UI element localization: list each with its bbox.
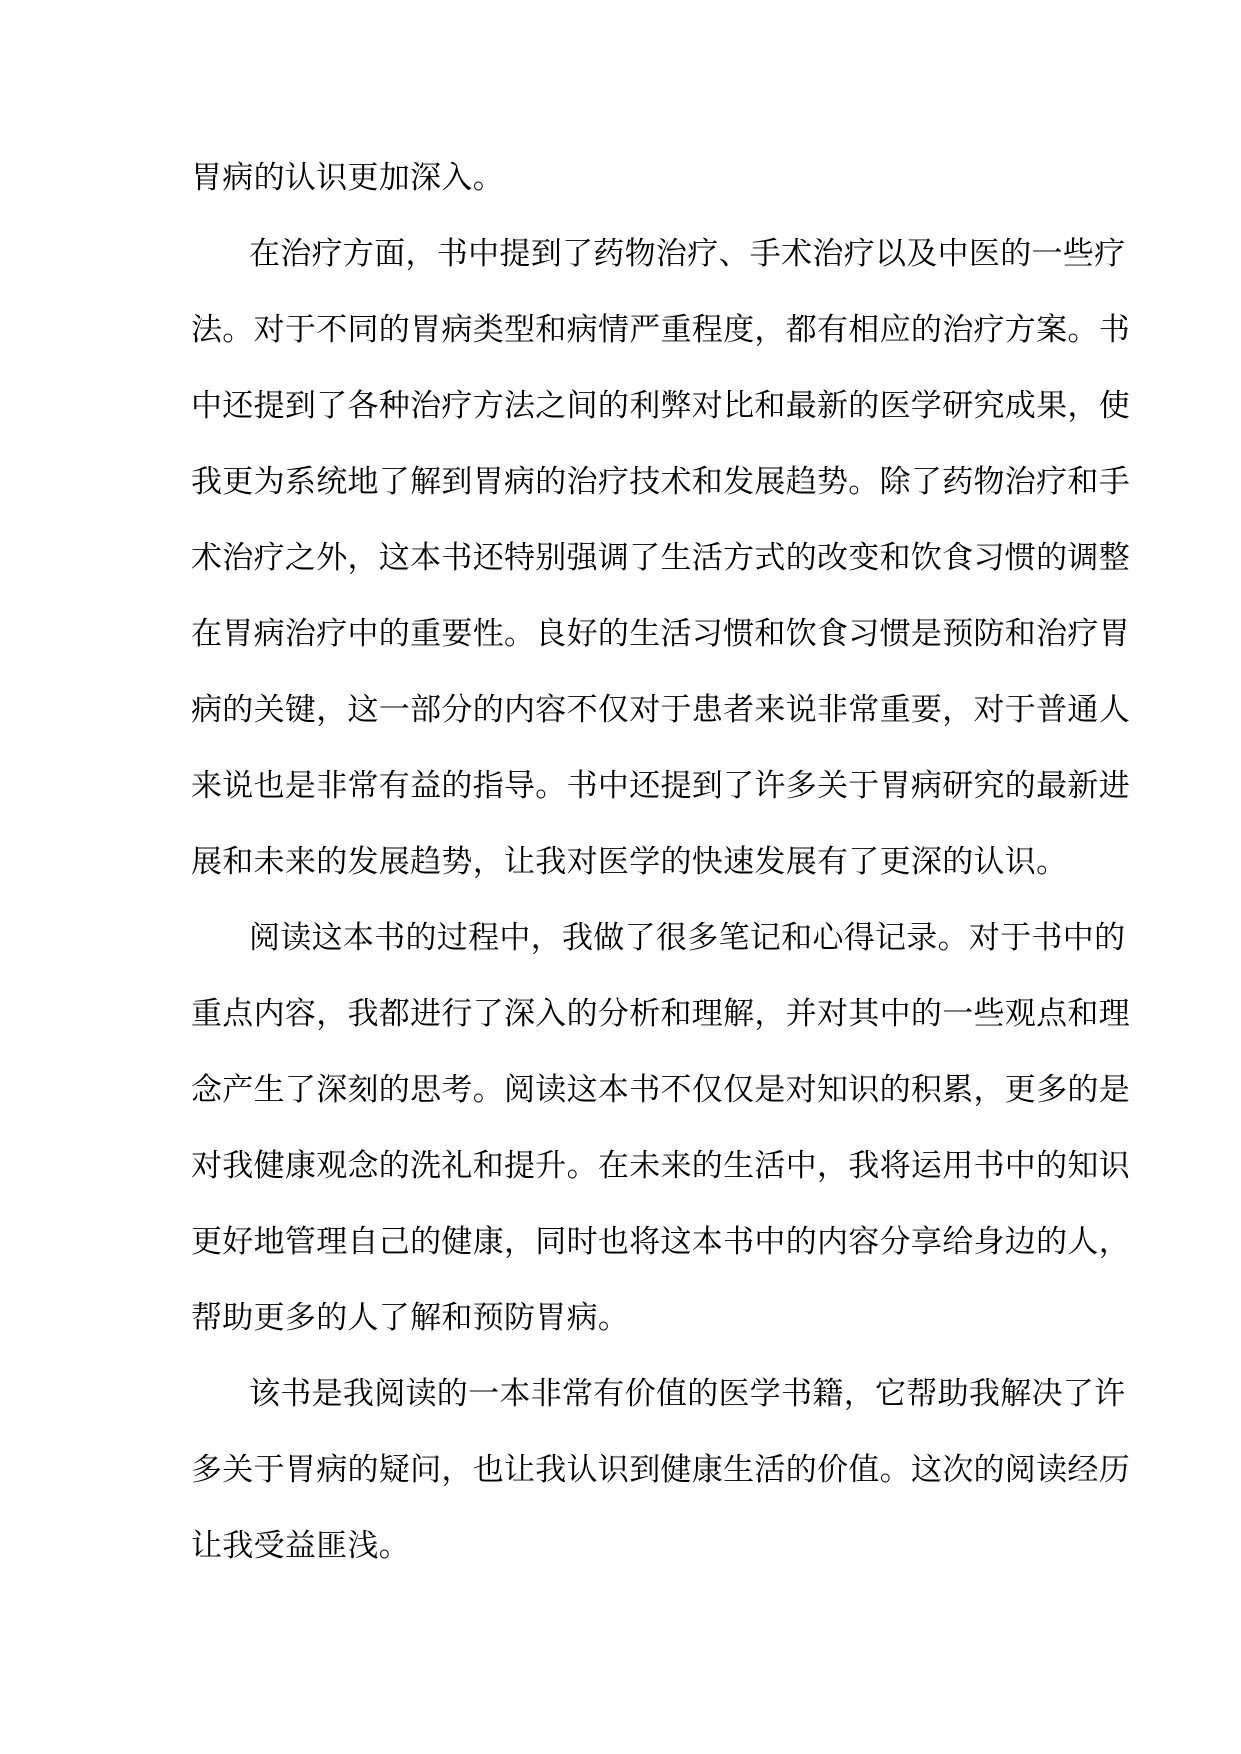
text-line: 对我健康观念的洗礼和提升。在未来的生活中，我将运用书中的知识: [191, 1148, 1130, 1184]
text-line: 来说也是非常有益的指导。书中还提到了许多关于胃病研究的最新进: [191, 768, 1130, 804]
text-line: 法。对于不同的胃病类型和病情严重程度，都有相应的治疗方案。书: [191, 312, 1130, 348]
paragraph-3: [191, 900, 1130, 1356]
document-body: [191, 140, 1130, 1584]
paragraph-4: [191, 1356, 1130, 1584]
text-line: 重点内容，我都进行了深入的分析和理解，并对其中的一些观点和理: [191, 996, 1130, 1032]
text-line: 多关于胃病的疑问，也让我认识到健康生活的价值。这次的阅读经历: [191, 1452, 1130, 1488]
text-line: 该书是我阅读的一本非常有价值的医学书籍，它帮助我解决了许: [249, 1376, 1126, 1412]
text-line: 病的关键，这一部分的内容不仅对于患者来说非常重要，对于普通人: [191, 692, 1130, 728]
text-line: 中还提到了各种治疗方法之间的利弊对比和最新的医学研究成果，使: [191, 388, 1130, 424]
text-line: 我更为系统地了解到胃病的治疗技术和发展趋势。除了药物治疗和手: [191, 464, 1130, 500]
text-line: 术治疗之外，这本书还特别强调了生活方式的改变和饮食习惯的调整: [191, 540, 1130, 576]
text-line: 更好地管理自己的健康，同时也将这本书中的内容分享给身边的人，: [191, 1224, 1130, 1260]
text-line: 在治疗方面，书中提到了药物治疗、手术治疗以及中医的一些疗: [249, 236, 1126, 272]
text-line: 念产生了深刻的思考。阅读这本书不仅仅是对知识的积累，更多的是: [191, 1072, 1130, 1108]
text-line: 胃病的认识更加深入。: [191, 160, 504, 196]
text-line: 让我受益匪浅。: [191, 1528, 411, 1564]
text-line: 在胃病治疗中的重要性。良好的生活习惯和饮食习惯是预防和治疗胃: [191, 616, 1130, 652]
text-line: 阅读这本书的过程中，我做了很多笔记和心得记录。对于书中的: [249, 920, 1126, 956]
paragraph-2: [191, 216, 1130, 900]
paragraph-1: [191, 140, 1071, 216]
text-line: 展和未来的发展趋势，让我对医学的快速发展有了更深的认识。: [191, 844, 1068, 880]
text-line: 帮助更多的人了解和预防胃病。: [191, 1300, 630, 1336]
